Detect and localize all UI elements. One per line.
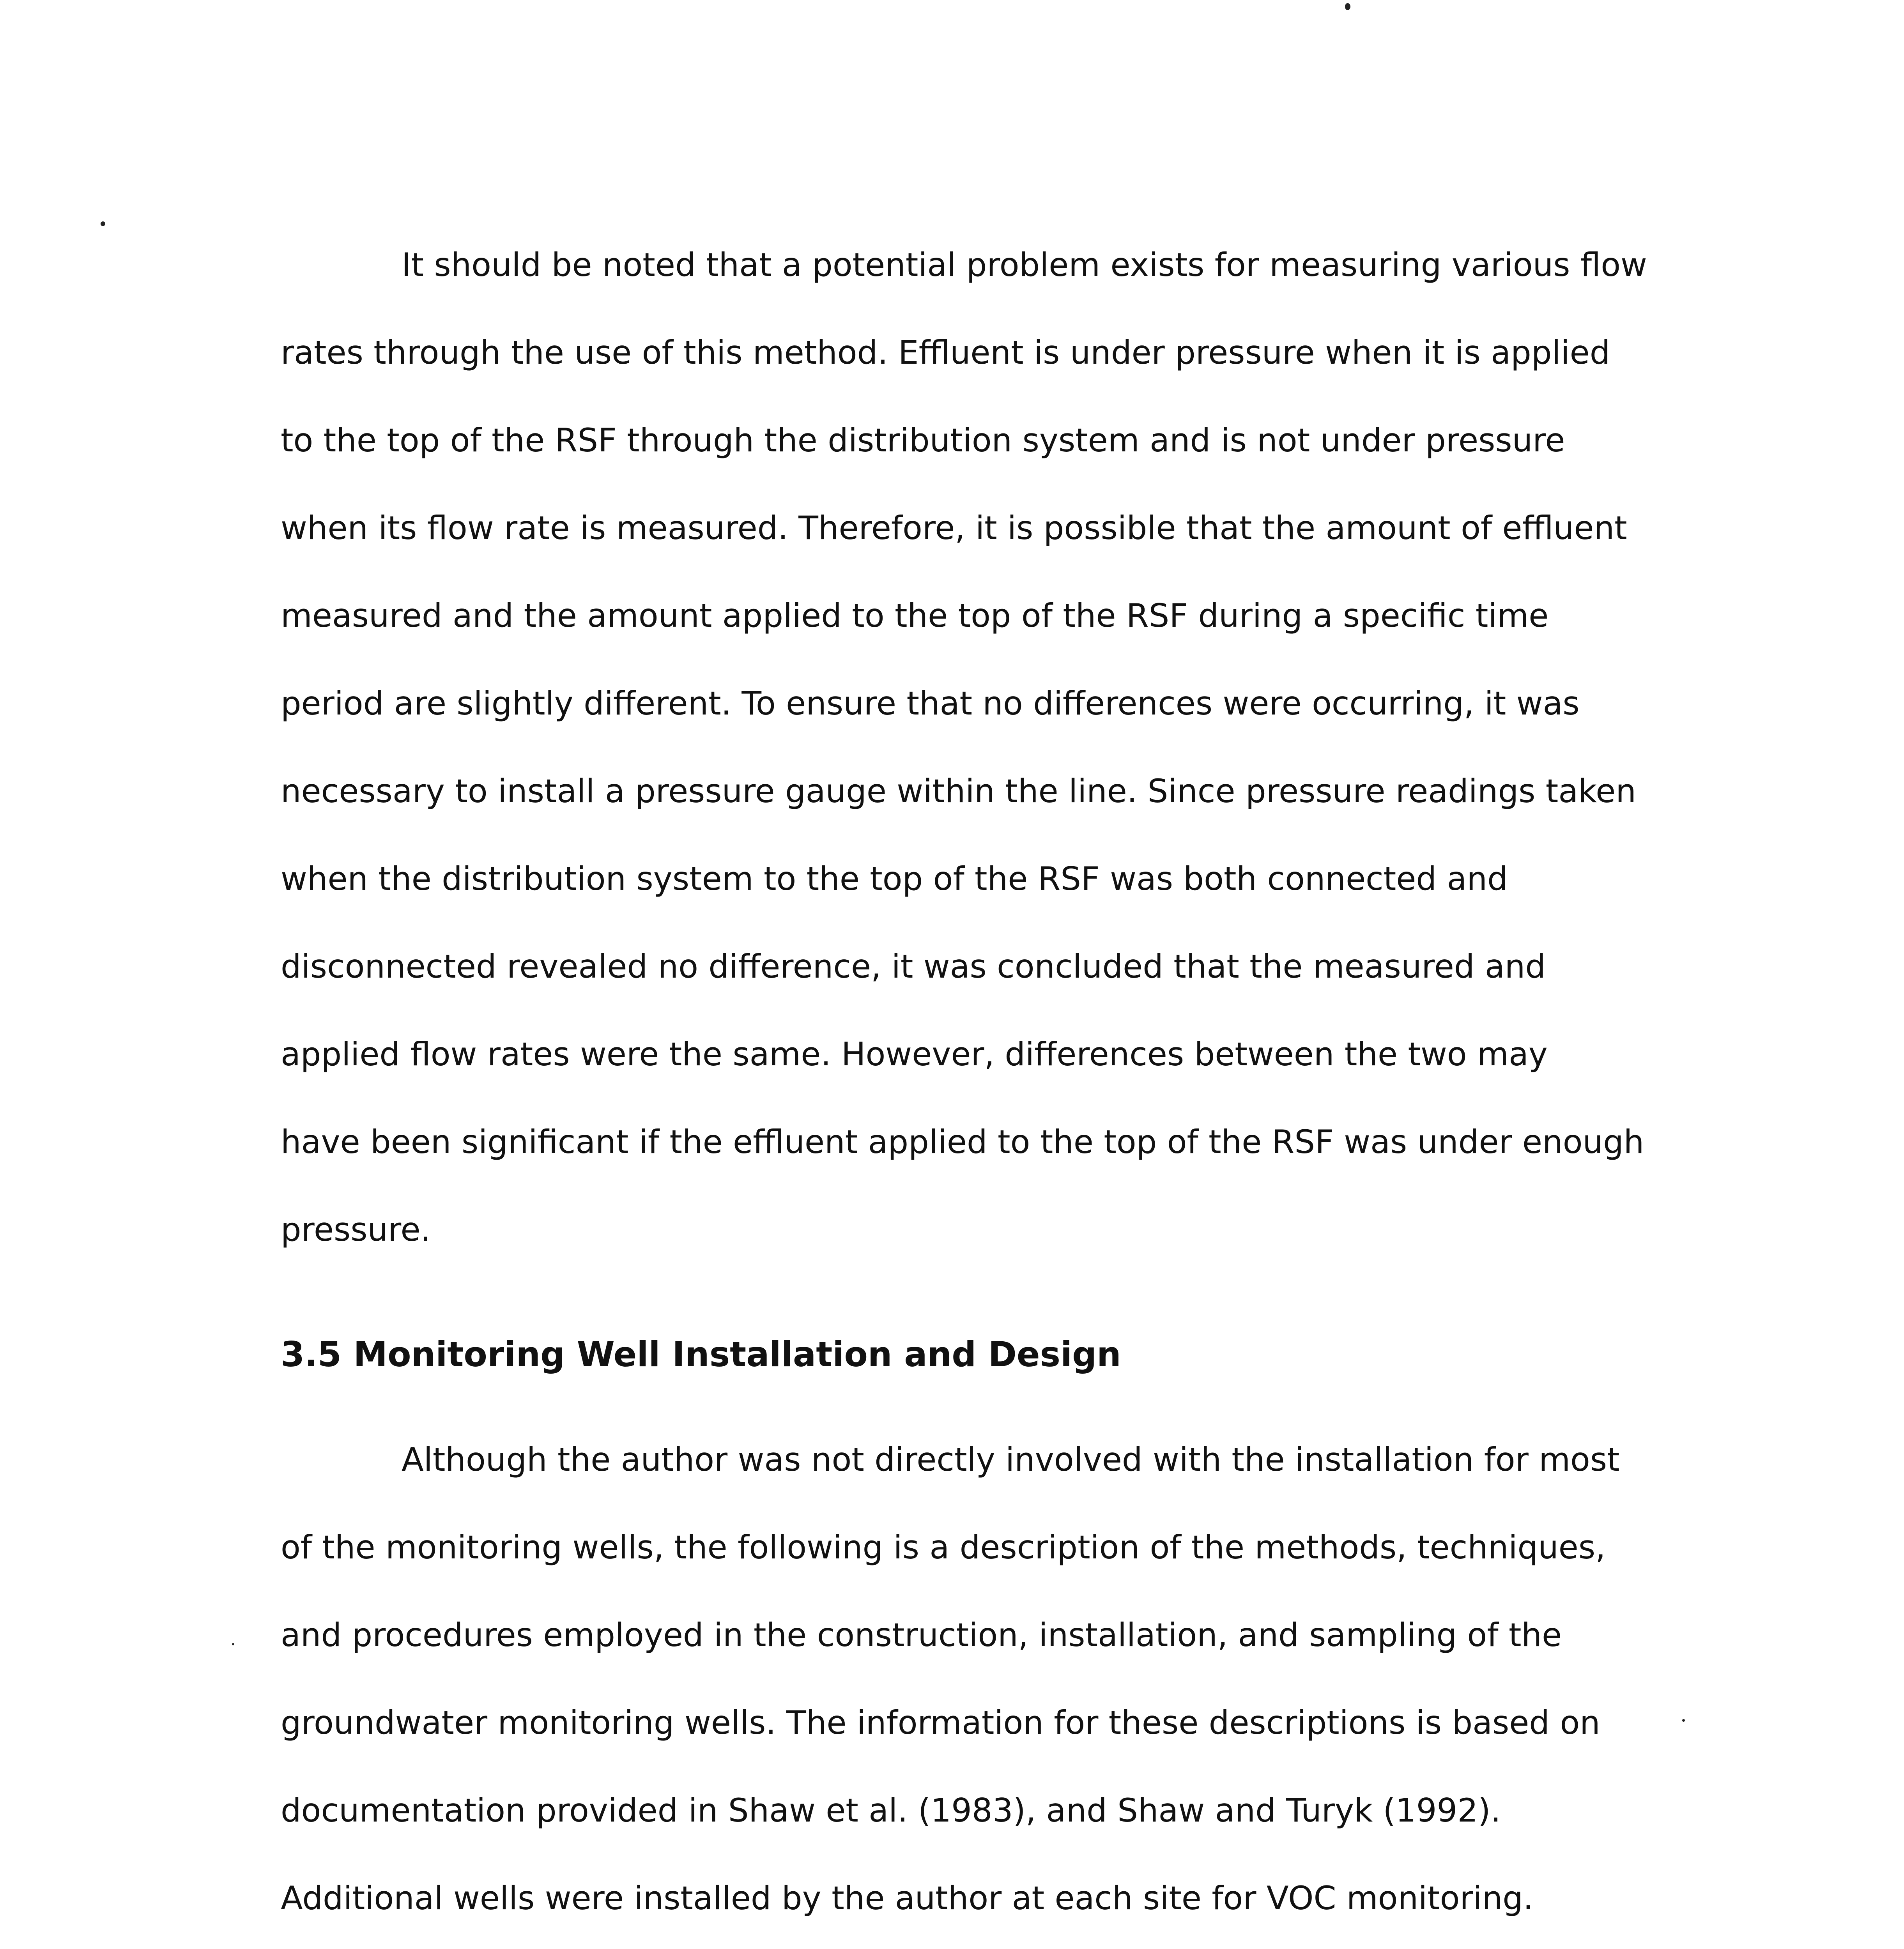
paragraph-line: Additional wells were installed by the author at each site for VOC monitoring. bbox=[281, 1879, 1534, 1917]
paragraph-line: when its flow rate is measured. Therefore, it is possible that the amount of effluent bbox=[281, 509, 1627, 547]
paragraph-line: groundwater monitoring wells. The information for these descriptions is based on bbox=[281, 1704, 1600, 1742]
paragraph-line: documentation provided in Shaw et al. (1983), and Shaw and Turyk (1992). bbox=[281, 1792, 1501, 1829]
scan-speck bbox=[232, 1643, 234, 1645]
paragraph-line: and procedures employed in the construction, installation, and sampling of the bbox=[281, 1616, 1562, 1654]
paragraph-line: have been significant if the effluent applied to the top of the RSF was under enough bbox=[281, 1123, 1644, 1161]
paragraph-line: to the top of the RSF through the distribution system and is not under pressure bbox=[281, 421, 1565, 459]
paragraph-line: Although the author was not directly involved with the installation for most bbox=[402, 1441, 1620, 1479]
scan-speck bbox=[1682, 1719, 1685, 1722]
scan-speck bbox=[101, 221, 105, 226]
paragraph-line: It should be noted that a potential problem exists for measuring various flow bbox=[402, 246, 1647, 284]
paragraph-line: necessary to install a pressure gauge within the line. Since pressure readings taken bbox=[281, 772, 1636, 810]
paragraph-line: period are slightly different. To ensure that no differences were occurring, it was bbox=[281, 684, 1580, 722]
paragraph-line: disconnected revealed no difference, it was concluded that the measured and bbox=[281, 948, 1546, 985]
paragraph-line: when the distribution system to the top of the RSF was both connected and bbox=[281, 860, 1508, 898]
paragraph-line: of the monitoring wells, the following is a description of the methods, techniques, bbox=[281, 1528, 1606, 1566]
paragraph-line: rates through the use of this method. Effluent is under pressure when it is applied bbox=[281, 334, 1610, 371]
paragraph-line: applied flow rates were the same. However, differences between the two may bbox=[281, 1035, 1548, 1073]
section-heading: 3.5 Monitoring Well Installation and Design bbox=[281, 1334, 1121, 1374]
paragraph-line: measured and the amount applied to the top of the RSF during a specific time bbox=[281, 597, 1549, 635]
scan-speck bbox=[1345, 3, 1350, 10]
paragraph-line: pressure. bbox=[281, 1211, 431, 1249]
